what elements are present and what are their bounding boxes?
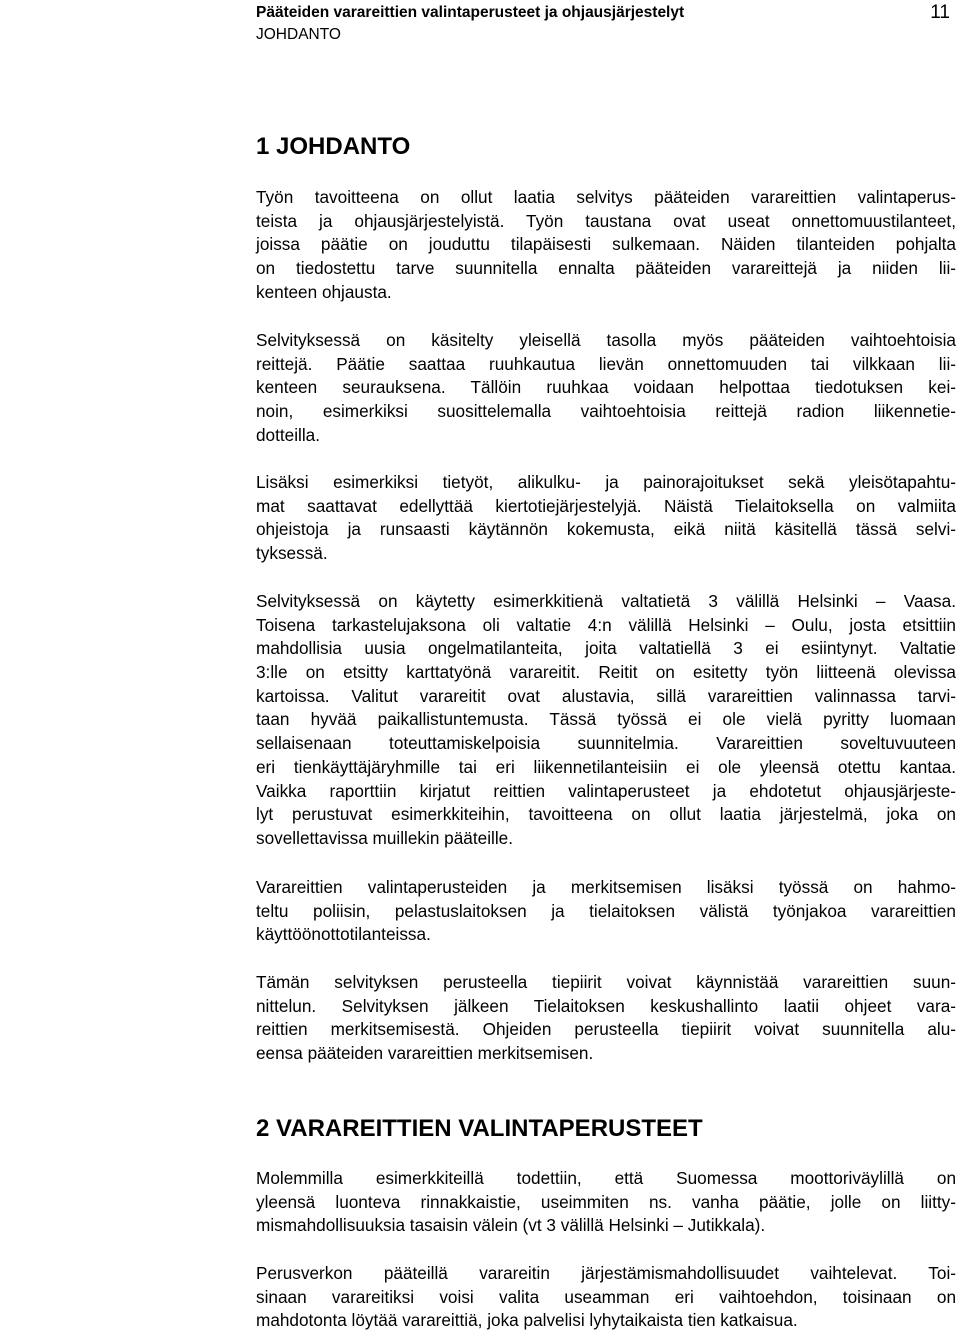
document-page xyxy=(256,0,956,1331)
text-line: mat saattavat edellyttää kiertotiejärjestelyjä. Näistä Tielaitoksella on valmiita xyxy=(256,495,956,516)
text-line: lyt perustuvat esimerkkiteihin, tavoitteena on ollut laatia järjestelmä, joka on xyxy=(256,804,956,825)
text-line: tyksessä. xyxy=(256,543,328,564)
paragraph xyxy=(256,590,956,851)
text-line: reittejä. Päätie saattaa ruuhkautua lievän onnettomuuden tai vilkkaan lii- xyxy=(256,353,956,374)
text-line: sovellettavissa muillekin pääteille. xyxy=(256,827,513,848)
text-line: teista ja ohjausjärjestelyistä. Työn taustana ovat useat onnettomuustilanteet, xyxy=(256,210,956,231)
text-line: reittien merkitsemisestä. Ohjeiden perusteella tiepiirit voivat suunnitella alu- xyxy=(256,1019,956,1040)
text-line: eri tienkäyttäjäryhmille tai eri liikennetilanteisiin ei ole yleensä otettu kantaa. xyxy=(256,756,956,777)
text-line: Varareittien valintaperusteiden ja merkitsemisen lisäksi työssä on hahmo- xyxy=(256,877,956,897)
text-line: Vaikka raporttiin kirjatut reittien valintaperusteet ja ehdotetut ohjausjärjeste- xyxy=(256,780,956,801)
text-line: mahdollisia uusia ongelmatilanteita, joita valtatiellä 3 ei esiintynyt. Valtatie xyxy=(256,638,956,659)
text-line: taan hyvää paikallistuntemusta. Tässä työssä ei ole vielä pyritty luomaan xyxy=(256,709,956,730)
text-line: Tämän selvityksen perusteella tiepiirit voivat käynnistää varareittien suun- xyxy=(256,972,956,992)
text-line: Perusverkon pääteillä varareitin järjestämismahdollisuudet vaihtelevat. Toi- xyxy=(256,1263,956,1283)
text-line: Työn tavoitteena on ollut laatia selvitys pääteiden varareittien valintaperus- xyxy=(256,187,956,207)
text-line: noin, esimerkiksi suosittelemalla vaihtoehtoisia reittejä radion liikennetie- xyxy=(256,401,956,422)
paragraph xyxy=(256,471,956,566)
text-line: sellaisenaan toteuttamiskelpoisia suunnitelmia. Varareittien soveltuvuuteen xyxy=(256,733,956,754)
text-line: käyttöönottotilanteissa. xyxy=(256,924,431,945)
paragraph xyxy=(256,186,956,304)
text-line: Selvityksessä on käytetty esimerkkitienä valtatietä 3 välillä Helsinki – Vaasa. xyxy=(256,591,956,611)
text-line: dotteilla. xyxy=(256,424,321,445)
page-header xyxy=(256,2,956,46)
running-header-subtitle: JOHDANTO xyxy=(256,26,341,43)
text-line: sinaan varareitiksi voisi valita useamman eri vaihtoehdon, toisinaan on xyxy=(256,1286,956,1307)
paragraph xyxy=(256,1167,956,1238)
text-line: kenteen ohjausta. xyxy=(256,281,392,302)
text-line: joissa päätie on jouduttu tilapäisesti sulkemaan. Näiden tilanteiden pohjalta xyxy=(256,234,956,255)
text-line: nittelun. Selvityksen jälkeen Tielaitoksen keskushallinto laatii ohjeet vara- xyxy=(256,995,956,1016)
text-line: yleensä luonteva rinnakkaistie, useimmiten ns. vanha päätie, jolle on liitty- xyxy=(256,1191,956,1212)
text-line: 3:lle on etsitty karttatyönä varareitit. Reitit on esitetty työn liitteenä olevissa xyxy=(256,662,956,683)
text-line: mahdotonta löytää varareittiä, joka palvelisi lyhytaikaista tien katkaisua. xyxy=(256,1310,798,1331)
section-heading-johdanto: 1 JOHDANTO xyxy=(256,133,411,160)
text-line: mismahdollisuuksia tasaisin välein (vt 3 välillä Helsinki – Jutikkala). xyxy=(256,1215,766,1236)
text-line: Lisäksi esimerkiksi tietyöt, alikulku- ja painorajoitukset sekä yleisötapahtu- xyxy=(256,472,956,492)
text-line: on tiedostettu tarve suunnitella ennalta pääteiden varareittejä ja niiden lii- xyxy=(256,258,956,279)
text-line: eensa pääteiden varareittien merkitsemisen. xyxy=(256,1043,594,1064)
page-number: 11 xyxy=(930,2,950,23)
section-heading-valintaperusteet: 2 VARAREITTIEN VALINTAPERUSTEET xyxy=(256,1115,703,1142)
paragraph xyxy=(256,876,956,947)
text-line: Molemmilla esimerkkiteillä todettiin, että Suomessa moottoriväylillä on xyxy=(256,1168,956,1188)
paragraph xyxy=(256,329,956,447)
paragraph xyxy=(256,971,956,1066)
text-line: Selvityksessä on käsitelty yleisellä tasolla myös pääteiden vaihtoehtoisia xyxy=(256,330,956,350)
running-header-title: Pääteiden varareittien valintaperusteet ja ohjausjärjestelyt xyxy=(256,4,685,21)
text-line: Toisena tarkastelujaksona oli valtatie 4:n välillä Helsinki – Oulu, josta etsittiin xyxy=(256,614,956,635)
text-line: kartoissa. Valitut varareitit ovat alustavia, sillä varareittien valinnassa tarvi- xyxy=(256,685,956,706)
text-line: ohjeistoja ja runsaasti käytännön kokemusta, eikä niitä käsitellä tässä selvi- xyxy=(256,519,956,540)
text-line: teltu poliisin, pelastuslaitoksen ja tielaitoksen välistä työnjakoa varareittien xyxy=(256,900,956,921)
paragraph xyxy=(256,1262,956,1333)
text-line: kenteen seurauksena. Tällöin ruuhkaa voidaan helpottaa tiedotuksen kei- xyxy=(256,377,956,398)
